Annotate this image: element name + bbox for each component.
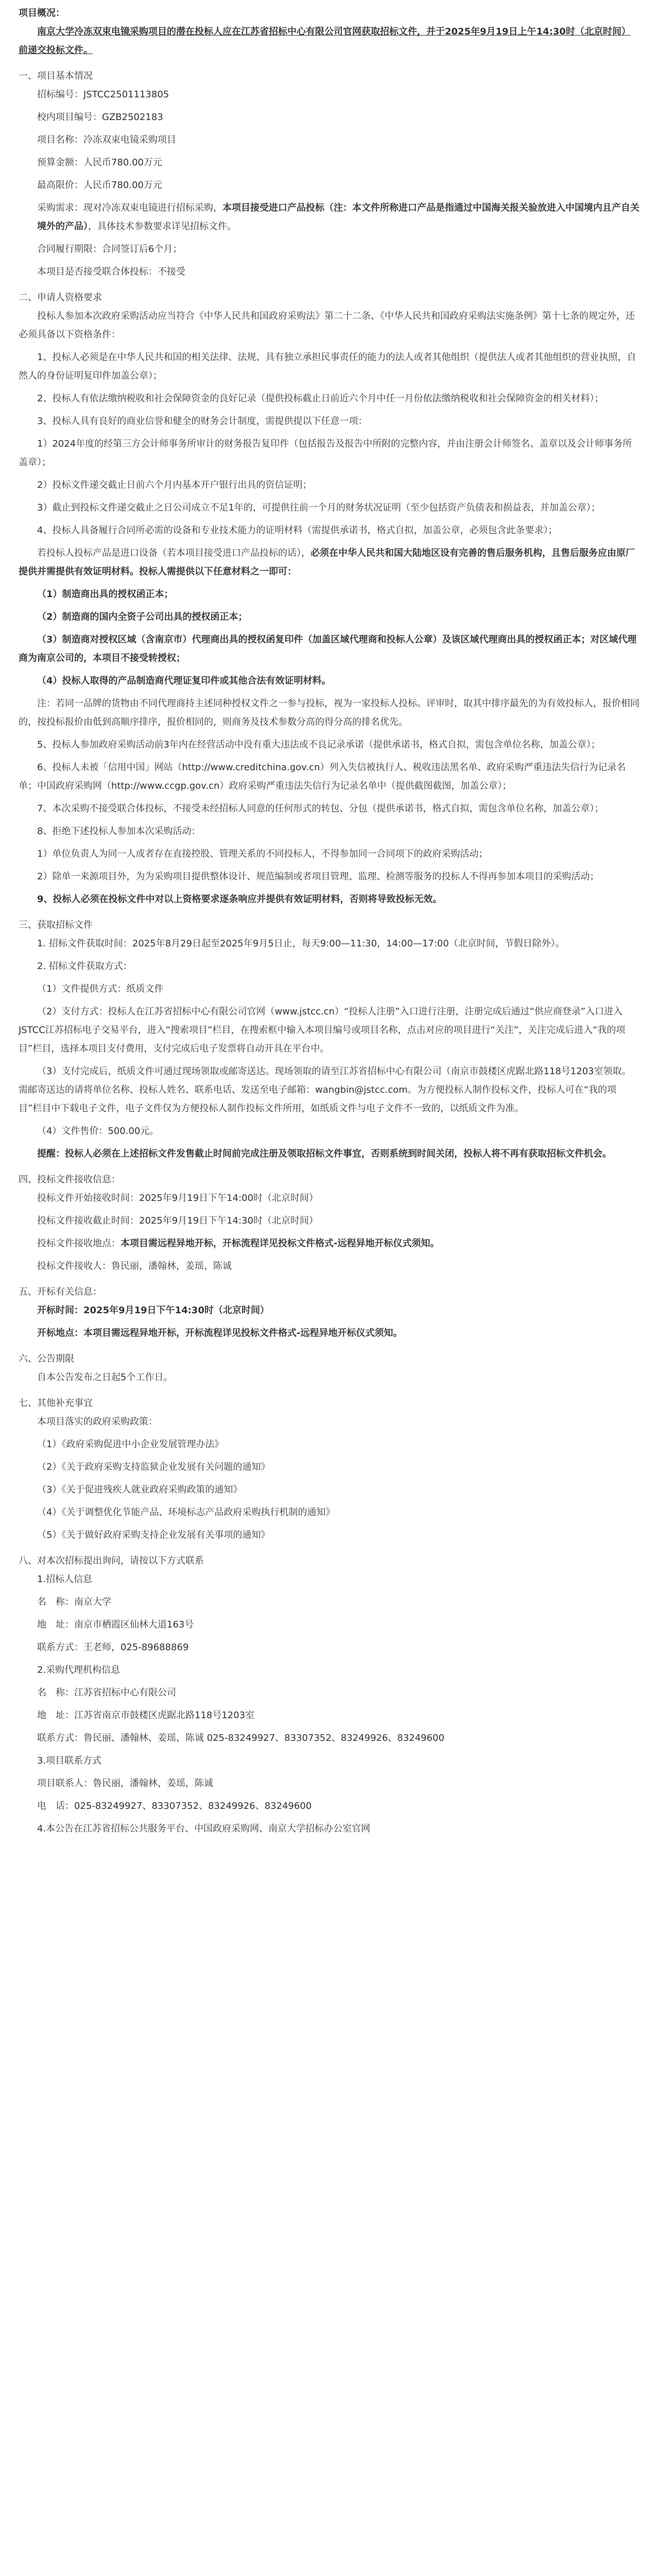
import-option-2: （2）制造商的国内全资子公司出具的授权函正本； (37, 612, 248, 622)
doc-obtain-method: 2. 招标文件获取方式： (37, 961, 132, 972)
qual-3: 3、投标人具有良好的商业信誉和健全的财务会计制度，需提供提以下任意一项： (37, 416, 368, 427)
inner-project-number: 校内项目编号：GZB2502183 (37, 112, 163, 123)
policy-5: （5）《关于做好政府采购支持企业发展有关事项的通知》 (37, 1530, 270, 1540)
doc-method-1: （1）文件提供方式：纸质文件 (37, 984, 164, 994)
import-requirement (19, 544, 639, 581)
overview-heading: 项目概况： (19, 8, 65, 19)
receive-end: 投标文件接收截止时间：2025年9月19日下午14:30时（北京时间） (37, 1215, 319, 1226)
qual-7: 7、本次采购不接受联合体投标，不接受未经招标人同意的任何形式的转包、分包（提供承诺书，格式自拟，需包含单位名称，加盖公章）； (37, 803, 604, 814)
max-price: 最高限价：人民币780.00万元 (37, 180, 162, 191)
agent-name: 名 称：江苏省招标中心有限公司 (37, 1687, 176, 1698)
project-contact-heading: 3.项目联系方式 (37, 1755, 102, 1766)
import-option-1: （1）制造商出具的授权函正本； (37, 589, 174, 600)
purchase-requirement (19, 199, 639, 236)
section-5-heading: 五、开标有关信息： (19, 1286, 102, 1297)
bid-number: 招标编号：JSTCC2501113805 (37, 89, 169, 100)
policy-1: （1）《政府采购促进中小企业发展管理办法》 (37, 1439, 224, 1450)
section-3-heading: 三、获取招标文件 (19, 920, 93, 930)
import-pre: 若投标人投标产品是进口设备（若本项目接受进口产品投标的话）， (37, 548, 310, 558)
section-2-heading: 二、申请人资格要求 (19, 292, 102, 303)
buyer-name: 名 称：南京大学 (37, 1597, 111, 1607)
receive-place-bold: 本项目需远程异地开标，开标流程详见投标文件格式-远程异地开标仪式须知。 (120, 1238, 440, 1249)
receive-staff: 投标文件接收人：鲁民丽，潘翰林，姜瑶，陈诚 (37, 1261, 232, 1272)
policy-2: （2）《关于政府采购支持监狱企业发展有关问题的通知》 (37, 1462, 270, 1472)
import-option-3-bold: 对区域代理商为南京公司的，本项目不接受转授权； (19, 634, 637, 664)
qual-8-2: 2）除单一来源项目外，为为采购项目提供整体设计、规范编制或者项目管理、监理、检测等服务的投标人不得再参加本项目的采购活动； (37, 871, 599, 882)
qual-3-3: 3）截止到投标文件递交截止之日公司成立不足1年的，可提供往前一个月的财务状况证明（至少包括资产负债表和损益表，并加盖公章）； (37, 502, 600, 513)
req-normal: 采购需求：现对冷冻双束电镜进行招标采购， (37, 202, 222, 213)
policy-intro: 本项目落实的政府采购政策： (37, 1416, 158, 1427)
project-name: 项目名称：冷冻双束电镜采购项目 (37, 134, 176, 145)
qual-1: 1、投标人必须是在中华人民共和国的相关法律、法规、具有独立承担民事责任的能力的法人或者其他组织（提供法人或者其他组织的营业执照，自然人的身份证明复印件加盖公章）； (19, 352, 636, 381)
receive-place (19, 1234, 639, 1253)
project-contact-tel: 电 话：025-83249927、83307352、83249926、83249600 (37, 1801, 312, 1811)
doc-obtain-time: 1. 招标文件获取时间：2025年8月29日起至2025年9月5日止，每天9:00—11:30，14:00—17:00（北京时间，节假日除外）。 (37, 938, 565, 949)
import-option-4: （4）投标人取得的产品制造商代理证复印件或其他合法有效证明材料。 (37, 675, 331, 686)
doc-method-2: （2）支付方式：投标人在江苏省招标中心有限公司官网（www.jstcc.cn）“投标人注册”入口进行注册，注册完成后通过“供应商登录”入口进入JSTCC江苏招标电子交易平台，进入“搜索项目”栏目，在搜索框中输入本项目编号或项目名称，点击对应的项目进行“关注”，关注完成后进入“我的项目”栏目，选择本项目支付费用，支付完成后电子发票将自动开具在平台中。 (19, 1006, 626, 1054)
agent-heading: 2.采购代理机构信息 (37, 1665, 120, 1675)
qual-8: 8、拒绝下述投标人参加本次采购活动： (37, 826, 201, 837)
agent-contact: 联系方式：鲁民丽、潘翰林、姜瑶、陈诚 025-83249927、83307352、83249926、83249600 (37, 1733, 445, 1743)
import-option-3-text: （3）制造商对授权区域（含南京市）代理商出具的授权函复印件（加盖区域代理商和投标人公章）及该区域代理商出具的授权函正本； (37, 634, 591, 645)
qual-8-1: 1）单位负责人为同一人或者存在直接控股、管理关系的不同投标人，不得参加同一合同项下的政府采购活动； (37, 849, 488, 859)
policy-3: （3）《关于促进残疾人就业政府采购政策的通知》 (37, 1484, 243, 1495)
doc-reminder: 提醒：投标人必须在上述招标文件发售截止时间前完成注册及领取招标文件事宜，否则系统到时间关闭，投标人将不再有获取招标文件机会。 (37, 1148, 612, 1159)
qual-6: 6、投标人未被「信用中国」网站（http://www.creditchina.gov.cn）列入失信被执行人、税收违法黑名单、政府采购严重违法失信行为记录名单；中国政府采购网（http://www.ccgp.gov.cn）政府采购严重违法失信行为记录名单中（提供截图截图，加盖公章）； (19, 762, 626, 791)
buyer-heading: 1.招标人信息 (37, 1574, 93, 1585)
section-7-heading: 七、其他补充事宜 (19, 1398, 93, 1409)
overview-text: 南京大学冷冻双束电镜采购项目的潜在投标人应在江苏省招标中心有限公司官网获取招标文件，并于2025年9月19日上午14:30时（北京时间）前递交投标文件。 (19, 26, 631, 56)
qual-4: 4、投标人具备履行合同所必需的设备和专业技术能力的证明材料（需提供承诺书，格式自拟，加盖公章，必须包含此条要求）； (37, 525, 558, 536)
qual-9: 9、投标人必须在投标文件中对以上资格要求逐条响应并提供有效证明材料，否则将导致投标无效。 (37, 894, 442, 905)
project-contact-people: 项目联系人：鲁民丽，潘翰林，姜瑶，陈诚 (37, 1778, 213, 1789)
qual-2: 2、投标人有依法缴纳税收和社会保障资金的良好记录（提供投标截止日前近六个月中任一月份依法缴纳税收和社会保障资金的相关材料）； (37, 393, 604, 404)
doc-method-3: （3）支付完成后，纸质文件可通过现场领取或邮寄送达。现场领取的请至江苏省招标中心有限公司（南京市鼓楼区虎踞北路118号1203室领取。需邮寄送达的请将单位名称、投标人姓名、联系电话、发送至电子邮箱：wangbin@jstcc.com。为方便投标人制作投标文件，投标人可在“我的项目”栏目中下载电子文件，电子文件仅为方便投标人制作投标文件所用，如纸质文件与电子文件不一致的，以纸质文件为准。 (19, 1066, 631, 1114)
notice-period: 自本公告发布之日起5个工作日。 (37, 1372, 173, 1383)
opening-place: 开标地点：本项目需远程异地开标，开标流程详见投标文件格式-远程异地开标仪式须知。 (37, 1328, 403, 1338)
qual-intro: 投标人参加本次政府采购活动应当符合《中华人民共和国政府采购法》第二十二条、《中华人民共和国政府采购法实施条例》第十七条的规定外，还必须具备以下资格条件： (19, 311, 635, 340)
req-tail: ，具体技术参数要求详见招标文件。 (88, 221, 236, 232)
req-bold: 本项目接受进口产品投标（注：本文件所称进口产品是指通过中国海关报关验放进入中国境内且产自关境外的产品） (37, 202, 639, 232)
opening-time: 开标时间：2025年9月19日下午14:30时（北京时间） (37, 1305, 269, 1316)
qual-note: 注：若同一品牌的货物由不同代理商持主述同种授权文件之一参与投标，视为一家投标人投标。评审时，取其中排序最先的为有效投标人，报价相同的，按投标报价由低到高顺序排序，报价相同的，则商务及技术参数分高的得分高的排名优先。 (19, 698, 639, 727)
section-1-heading: 一、项目基本情况 (19, 71, 93, 81)
import-option-3 (19, 631, 639, 668)
qual-3-1: 1）2024年度的经第三方会计师事务所审计的财务报告复印件（包括报告及报告中所附的完整内容，并由注册会计师签名、盖章以及会计师事务所盖章）； (19, 438, 632, 468)
agent-address: 地 址：江苏省南京市鼓楼区虎踞北路118号1203室 (37, 1710, 255, 1721)
qual-3-2: 2）投标文件递交截止日前六个月内基本开户银行出具的资信证明； (37, 480, 312, 490)
import-bold: 必须在中华人民共和国大陆地区设有完善的售后服务机构，且售后服务应由原厂提供并需提供有效证明材料。投标人需提供以下任意材料之一即可： (19, 548, 635, 577)
section-6-heading: 六、公告期限 (19, 1353, 74, 1364)
publication-media: 4.本公告在江苏省招标公共服务平台、中国政府采购网、南京大学招标办公室官网 (37, 1823, 371, 1834)
section-4-heading: 四、投标文件接收信息： (19, 1174, 120, 1185)
receive-start: 投标文件开始接收时间：2025年9月19日下午14:00时（北京时间） (37, 1193, 319, 1204)
contract-period: 合同履行期限：合同签订后6个月； (37, 244, 182, 255)
buyer-address: 地 址：南京市栖霞区仙林大道163号 (37, 1619, 194, 1630)
consortium-policy: 本项目是否接受联合体投标：不接受 (37, 266, 185, 277)
buyer-contact: 联系方式：王老师，025-89688869 (37, 1642, 189, 1653)
budget-amount: 预算金额：人民币780.00万元 (37, 157, 162, 168)
receive-place-label: 投标文件接收地点： (37, 1238, 120, 1249)
doc-price: （4）文件售价：500.00元。 (37, 1126, 159, 1137)
qual-5: 5、投标人参加政府采购活动前3年内在经营活动中没有重大违法或不良记录承诺（提供承诺书，格式自拟，需包含单位名称，加盖公章）； (37, 739, 600, 750)
section-8-heading: 八、对本次招标提出询问，请按以下方式联系 (19, 1555, 204, 1566)
policy-4: （4）《关于调整优化节能产品、环境标志产品政府采购执行机制的通知》 (37, 1507, 335, 1518)
